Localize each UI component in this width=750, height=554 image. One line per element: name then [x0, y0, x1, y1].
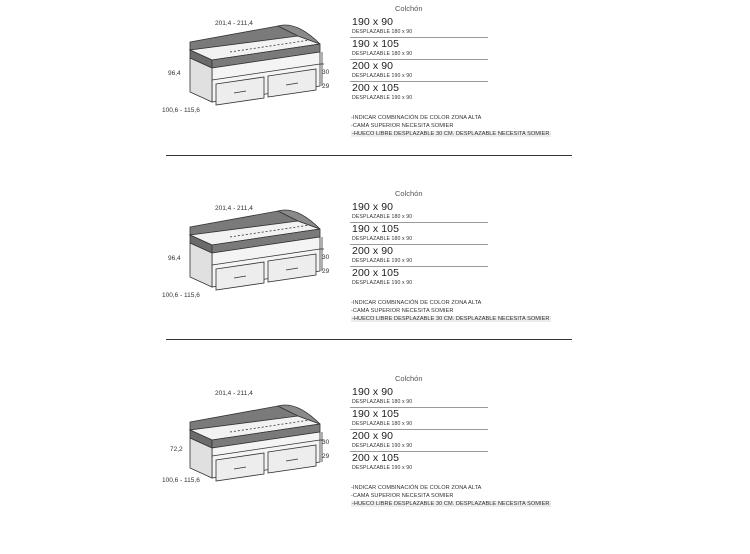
note-line: -HUECO LIBRE DESPLAZABLE 30 CM. DESPLAZABLE NECESITA SOMIER [352, 501, 550, 507]
option-sub: DESPLAZABLE 180 x 90 [352, 213, 413, 220]
section-divider [166, 339, 572, 340]
spec-title: Colchón [395, 189, 423, 198]
option-sub: DESPLAZABLE 190 x 90 [352, 94, 413, 101]
bed-figure [160, 185, 340, 369]
spec-title: Colchón [395, 4, 423, 13]
dimension-height: 96,4 [168, 255, 181, 262]
option-size: 200 x 90 [352, 430, 394, 442]
option-size: 190 x 90 [352, 386, 394, 398]
dimension-upper: 30 [322, 439, 330, 446]
option-sub: DESPLAZABLE 190 x 90 [352, 72, 413, 79]
bed-section-1 [0, 0, 750, 184]
option-size: 190 x 105 [352, 408, 400, 420]
note-line: -CAMA SUPERIOR NECESITA SOMIER [351, 123, 454, 129]
option-sub: DESPLAZABLE 190 x 90 [352, 442, 413, 449]
option-size: 190 x 105 [352, 38, 400, 50]
note-line: -HUECO LIBRE DESPLAZABLE 30 CM. DESPLAZABLE NECESITA SOMIER [352, 131, 550, 137]
mattress-option [350, 15, 488, 38]
mattress-option [350, 81, 488, 103]
option-sub: DESPLAZABLE 180 x 90 [352, 50, 413, 57]
dimension-width: 201,4 - 211,4 [215, 20, 253, 27]
bed-figure [160, 0, 340, 184]
dimension-upper: 30 [322, 254, 330, 261]
option-sub: DESPLAZABLE 180 x 90 [352, 398, 413, 405]
option-size: 200 x 105 [352, 452, 400, 464]
option-sub: DESPLAZABLE 190 x 90 [352, 279, 413, 286]
note-line: -INDICAR COMBINACIÓN DE COLOR ZONA ALTA [351, 115, 482, 121]
option-sub: DESPLAZABLE 180 x 90 [352, 28, 413, 35]
dimension-width: 201,4 - 211,4 [215, 205, 253, 212]
dimension-lower: 29 [322, 268, 330, 275]
dimension-depth: 100,6 - 115,6 [162, 107, 200, 114]
dimension-lower: 29 [322, 453, 330, 460]
note-line: -CAMA SUPERIOR NECESITA SOMIER [351, 493, 454, 499]
mattress-option [350, 200, 488, 223]
mattress-option [350, 407, 488, 430]
mattress-option [350, 222, 488, 245]
option-size: 200 x 90 [352, 245, 394, 257]
bed-section-3 [0, 370, 750, 554]
option-sub: DESPLAZABLE 180 x 90 [352, 235, 413, 242]
option-size: 200 x 105 [352, 82, 400, 94]
spec-title: Colchón [395, 374, 423, 383]
dimension-height: 72,2 [170, 446, 183, 453]
dimension-lower: 29 [322, 83, 330, 90]
option-sub: DESPLAZABLE 190 x 90 [352, 257, 413, 264]
mattress-option [350, 385, 488, 408]
mattress-option [350, 266, 488, 288]
option-size: 190 x 90 [352, 16, 394, 28]
option-size: 190 x 90 [352, 201, 394, 213]
option-sub: DESPLAZABLE 180 x 90 [352, 420, 413, 427]
mattress-option [350, 59, 488, 82]
dimension-depth: 100,6 - 115,6 [162, 292, 200, 299]
option-size: 200 x 105 [352, 267, 400, 279]
section-divider [166, 155, 572, 156]
dimension-upper: 30 [322, 69, 330, 76]
note-line: -CAMA SUPERIOR NECESITA SOMIER [351, 308, 454, 314]
option-sub: DESPLAZABLE 190 x 90 [352, 464, 413, 471]
note-line: -INDICAR COMBINACIÓN DE COLOR ZONA ALTA [351, 300, 482, 306]
dimension-depth: 100,6 - 115,6 [162, 477, 200, 484]
mattress-option [350, 37, 488, 60]
mattress-option [350, 451, 488, 473]
mattress-option [350, 244, 488, 267]
bed-section-2 [0, 185, 750, 369]
bed-figure [160, 370, 340, 554]
option-size: 200 x 90 [352, 60, 394, 72]
note-line: -INDICAR COMBINACIÓN DE COLOR ZONA ALTA [351, 485, 482, 491]
mattress-option [350, 429, 488, 452]
dimension-height: 96,4 [168, 70, 181, 77]
dimension-width: 201,4 - 211,4 [215, 390, 253, 397]
option-size: 190 x 105 [352, 223, 400, 235]
note-line: -HUECO LIBRE DESPLAZABLE 30 CM. DESPLAZABLE NECESITA SOMIER [352, 316, 550, 322]
